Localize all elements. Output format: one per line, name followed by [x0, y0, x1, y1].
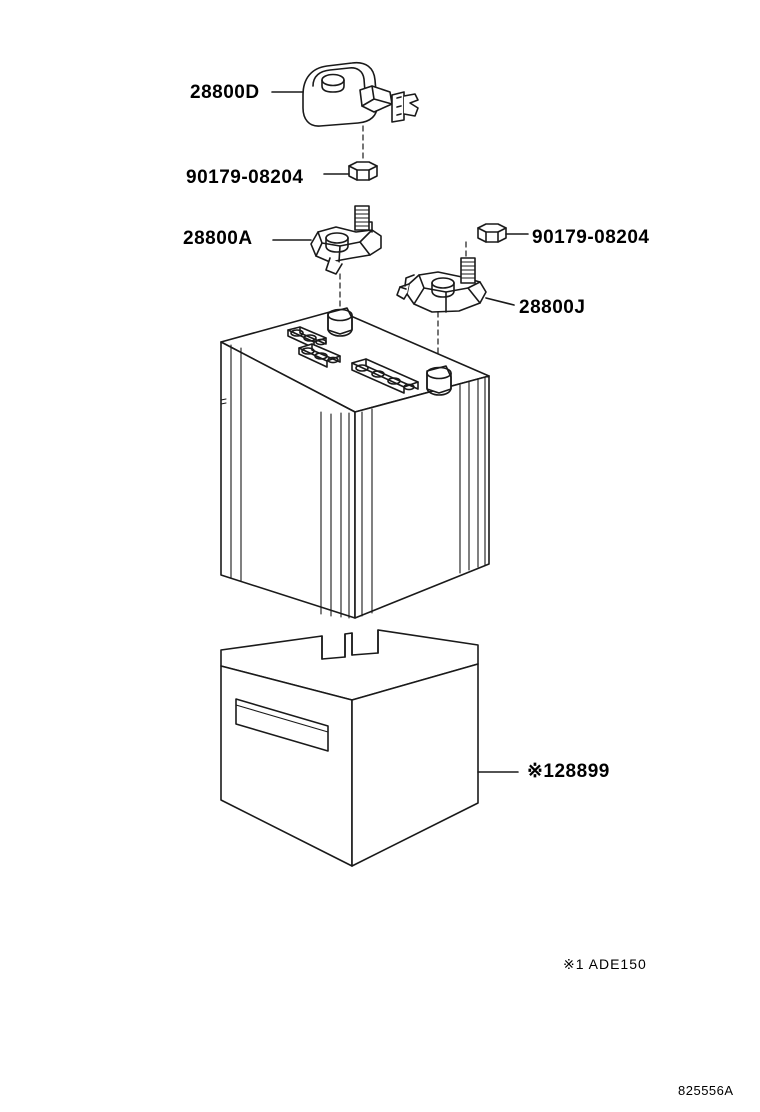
- part-28899-carrier: [221, 630, 518, 866]
- footnote-ade150: ※1 ADE150: [563, 956, 647, 972]
- label-28800A: 28800A: [183, 228, 253, 249]
- battery-body: [221, 308, 489, 618]
- part-28800A-terminal: [273, 206, 381, 320]
- label-28800J: 28800J: [519, 297, 586, 318]
- figure-code: 825556A: [678, 1083, 734, 1098]
- part-90179-08204-top-nut: [324, 126, 377, 180]
- label-28899: ※128899: [527, 761, 610, 782]
- label-28800D: 28800D: [190, 82, 260, 103]
- part-90179-08204-right-nut: [478, 224, 528, 242]
- part-28800D-cover: [272, 63, 418, 126]
- label-90179-08204-right: 90179-08204: [532, 227, 650, 248]
- label-90179-08204-top: 90179-08204: [186, 167, 304, 188]
